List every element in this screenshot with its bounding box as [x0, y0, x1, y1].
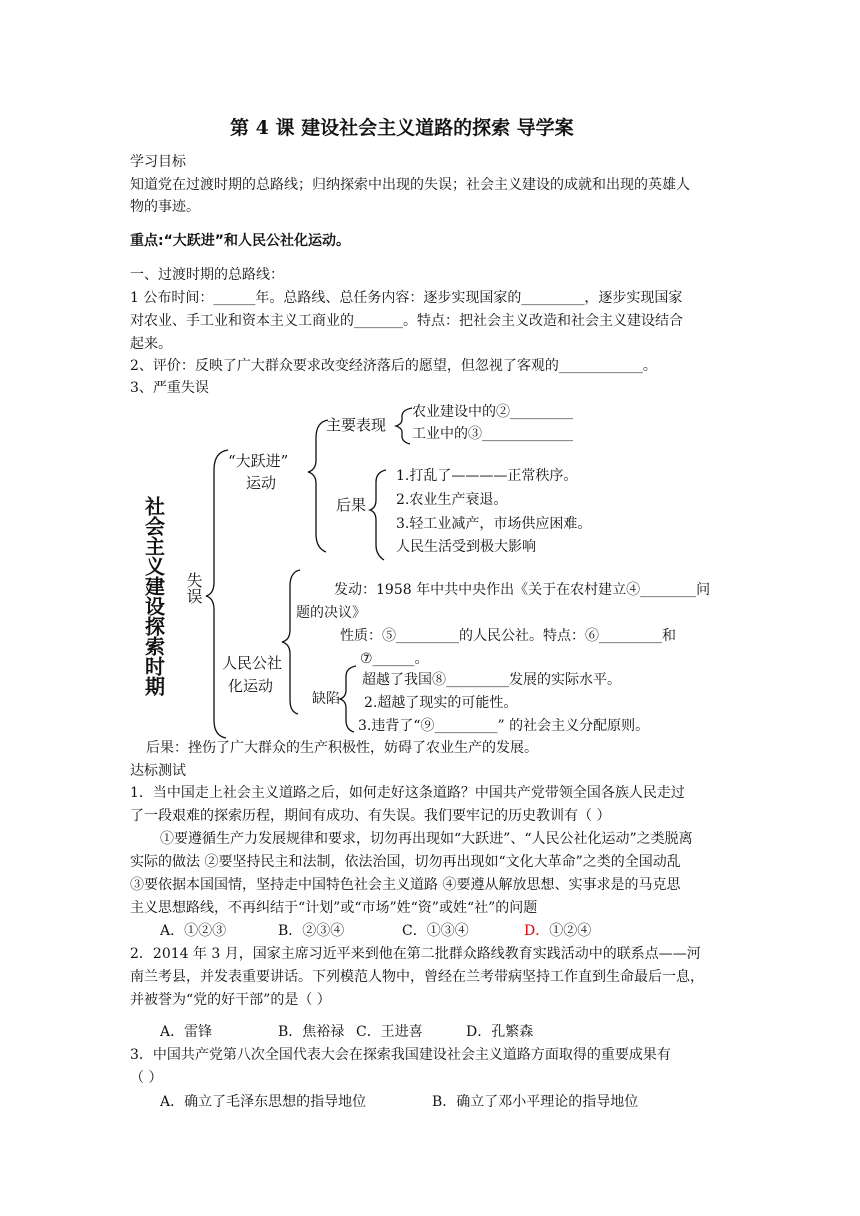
commune-launch-cont: 题的决议》 [296, 605, 366, 621]
q3-option-a: A．确立了毛泽东思想的指导地位 [160, 1094, 367, 1110]
q1-option-a: A．①②③ [160, 923, 227, 939]
leap-label-cont: 运动 [246, 474, 277, 492]
objectives-text: 知道党在过渡时期的总路线；归纳探索中出现的失误；社会主义建设的成就和出现的英雄人 [130, 177, 690, 193]
section1-item1-cont: 对农业、手工业和资本主义工商业的_______。特点：把社会主义改造和社会主义建设结合 [130, 313, 683, 329]
q1-option-d-letter: D． [524, 923, 550, 939]
flaw-1: 超越了我国⑧_________发展的实际水平。 [362, 672, 621, 688]
q2-option-c: C．王进喜 [356, 1024, 423, 1040]
q2-text: 2．2014 年 3 月，国家主席习近平来到他在第二批群众路线教育实践活动中的联系点——河 [130, 946, 701, 962]
q1-option-b: B．②③④ [278, 923, 345, 939]
diagram-mistake: 失误 [184, 572, 203, 604]
result-label: 后果 [336, 496, 367, 514]
brace-result [370, 470, 386, 560]
q1-text: 1．当中国走上社会主义道路之后，如何走好这条道路？中国共产党带领全国各族人民走过 [130, 785, 685, 801]
q3-option-b: B．确立了邓小平理论的指导地位 [432, 1094, 639, 1110]
q3-text: 3．中国共产党第八次全国代表大会在探索我国建设社会主义道路方面取得的重要成果有 [130, 1047, 671, 1063]
brace-flaw [340, 666, 356, 732]
brace-mistake [206, 450, 228, 738]
section1-item3: 3、严重失误 [130, 380, 209, 396]
section1-heading: 一、过渡时期的总路线： [130, 267, 284, 283]
brace-main [396, 408, 412, 444]
main-label: 主要表现 [326, 416, 387, 434]
commune-label: 人民公社 [222, 654, 283, 672]
q1-text-5: ③要依据本国国情，坚持走中国特色社会主义道路 ④要遵从解放思想、实事求是的马克思 [130, 877, 681, 893]
q2-text-3: 并被誉为“党的好干部”的是（ ） [130, 992, 331, 1008]
q1-text-6: 主义思想路线，不再纠结于“计划”或“市场”姓“资”或姓“社”的问题 [130, 900, 538, 916]
brace-commune [282, 570, 300, 714]
page-title: 第 4 课 建设社会主义道路的探索 导学案 [230, 117, 574, 139]
flaw-3: 3.违背了“⑨_________” 的社会主义分配原则。 [358, 718, 650, 734]
q3-text-2: （ ） [130, 1070, 163, 1086]
section1-item1-end: 起来。 [130, 336, 172, 352]
commune-label-cont: 化运动 [228, 677, 274, 695]
key-point: 重点:“大跃进”和人民公社化运动。 [130, 233, 351, 249]
result-2: 2.农业生产衰退。 [396, 492, 508, 508]
test-heading: 达标测试 [130, 763, 186, 779]
main-agri: 农业建设中的②_________ [412, 404, 573, 420]
flaw-2: 2.超越了现实的可能性。 [364, 695, 518, 711]
result-4: 人民生活受到极大影响 [396, 539, 536, 555]
commune-nature: 性质：⑤_________的人民公社。特点：⑥_________和 [340, 628, 676, 644]
q2-option-a: A．雷锋 [160, 1024, 213, 1040]
leap-label: “大跃进” [228, 452, 289, 470]
flaw-label: 缺陷 [312, 691, 340, 707]
brace-leap [308, 420, 328, 552]
q1-option-c: C．①③④ [402, 923, 469, 939]
commune-nature-cont: ⑦______。 [360, 651, 429, 667]
q1-text-4: 实际的做法 ②要坚持民主和法制，依法治国，切勿再出现如“文化大革命”之类的全国动乱 [130, 854, 681, 870]
commune-launch: 发动：1958 年中共中央作出《关于在农村建立④________问 [334, 582, 711, 598]
q1-text-2: 了一段艰难的探索历程，期间有成功、有失误。我们要牢记的历史教训有（ ） [130, 808, 611, 824]
q2-option-d: D．孔繁森 [466, 1024, 534, 1040]
result-3: 3.轻工业减产，市场供应困难。 [396, 516, 592, 532]
section1-item1: 1 公布时间：______年。总路线、总任务内容：逐步实现国家的_________，逐步实现国家 [130, 290, 683, 306]
q1-option-d: D．①②④ [524, 923, 592, 939]
section1-item2: 2、评价：反映了广大群众要求改变经济落后的愿望，但忽视了客观的____________。 [130, 358, 657, 374]
q2-text-2: 南兰考县，并发表重要讲话。下列模范人物中，曾经在兰考带病坚持工作直到生命最后一息， [130, 969, 704, 985]
main-industry: 工业中的③_____________ [412, 426, 573, 442]
q1-text-3: ①要遵循生产力发展规律和要求，切勿再出现如“大跃进”、“人民公社化运动”之类脱离 [160, 831, 693, 847]
objectives-text-cont: 物的事迹。 [130, 199, 200, 215]
result-1: 1.打乱了————正常秩序。 [396, 468, 578, 484]
commune-consequence: 后果：挫伤了广大群众的生产积极性，妨碍了农业生产的发展。 [146, 740, 538, 756]
diagram-root: 社会主义建设探索时期 [141, 496, 166, 696]
objectives-heading: 学习目标 [130, 154, 186, 170]
q2-option-b: B．焦裕禄 [278, 1024, 345, 1040]
